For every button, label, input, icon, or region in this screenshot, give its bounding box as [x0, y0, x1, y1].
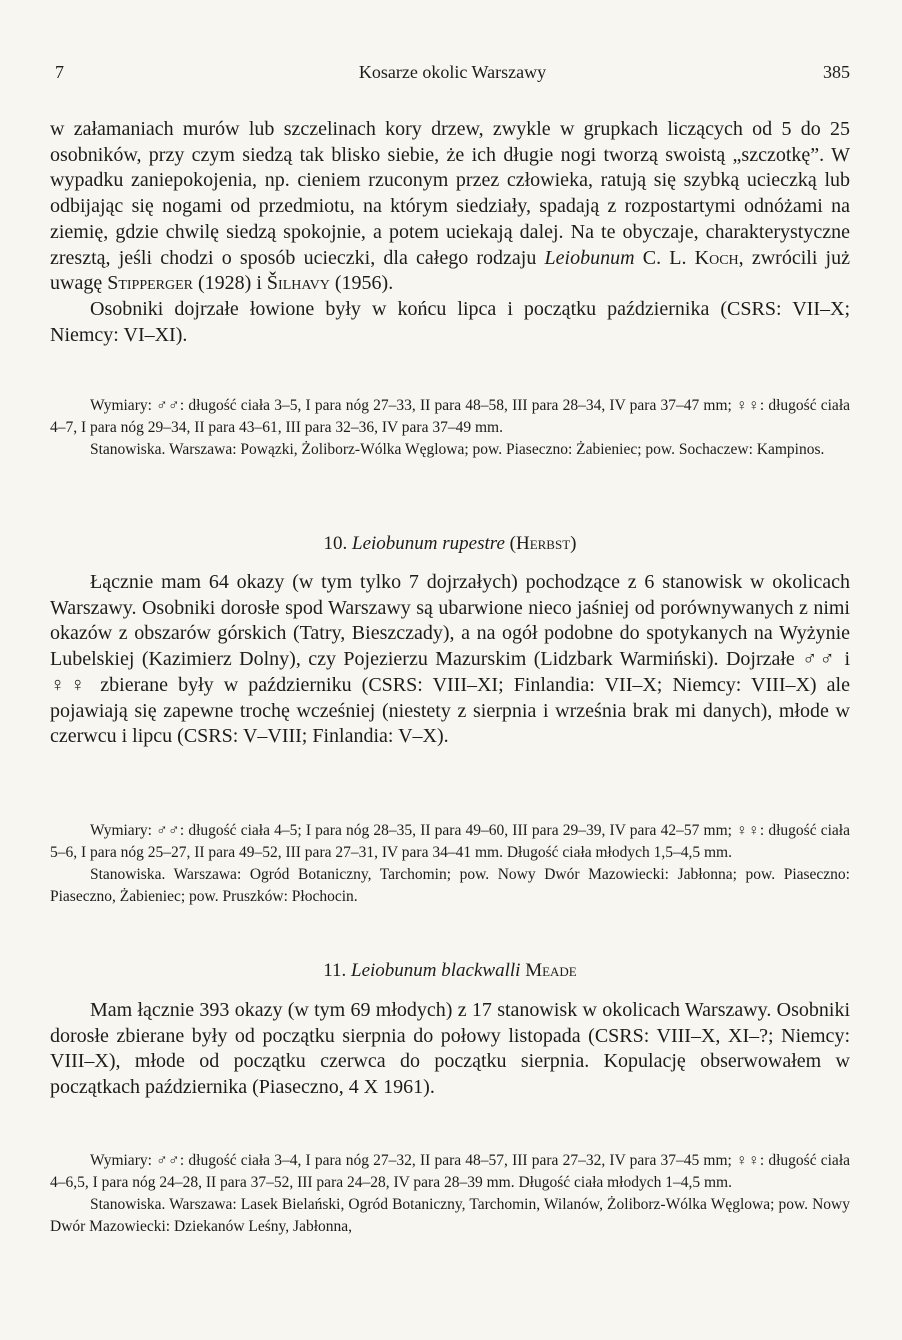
- running-title: Kosarze okolic Warszawy: [358, 62, 547, 82]
- localities: Stanowiska. Warszawa: Powązki, Żoliborz-Wólka Węglowa; pow. Piaseczno: Żabieniec; pow. Sochaczew: Kampinos.: [90, 441, 825, 458]
- localities: Stanowiska. Warszawa: Ogród Botaniczny, Tarchomin; pow. Nowy Dwór Mazowiecki: Jabłonna; pow. Piaseczno: Piaseczno, Żabieniec; pow. Pruszków: Płochocin.: [50, 866, 850, 905]
- measurements-block-10: [50, 820, 850, 908]
- measurements-block-9: [50, 395, 850, 461]
- page-number: 385: [823, 62, 850, 82]
- running-header: [55, 62, 850, 86]
- author-name: Šilhavy: [266, 272, 330, 295]
- measurements-block-11: [50, 1150, 850, 1238]
- species-heading-10: 10. Leiobunum rupestre (Herbst): [323, 533, 577, 554]
- chapter-number: 7: [55, 62, 64, 82]
- measurements: Wymiary: ♂♂: długość ciała 3–5, I para nóg 27–33, II para 48–58, III para 28–34, IV para 37–47 mm; ♀♀: długość ciała 4–7, I para nóg 29–34, II para 43–61, III para 32–36, IV para 37–49 mm.: [50, 397, 850, 436]
- species-heading-11: 11. Leiobunum blackwalli Meade: [323, 960, 577, 981]
- genus-name: Leiobunum: [544, 246, 635, 269]
- paragraph-rupestre: Łącznie mam 64 okazy (w tym tylko 7 dojrzałych) pochodzące z 6 stanowisk w okolicach Warszawy. Osobniki dorosłe spod Warszawy są ubarwione nieco jaśniej od porównywanych z nimi okazów z obszarów górskich (Tatry, Bieszczady), a na ogół podobne do spotykanych na Wyżynie Lubelskiej (Kazimierz Dolny), czy Pojezierzu Mazurskim (Lidzbark Warmiński). Dojrzałe ♂♂ i ♀♀ zbierane były w październiku (CSRS: VIII–XI; Finlandia: VII–X; Niemcy: VIII–X) ale pojawiają się zapewne trochę wcześniej (niestety z sierpnia i września brak mi danych), młode w czerwcu i lipcu (CSRS: V–VIII; Finlandia: V–X).: [50, 571, 850, 748]
- measurements: Wymiary: ♂♂: długość ciała 4–5; I para nóg 28–35, II para 49–60, III para 29–39, IV para 42–57 mm; ♀♀: długość ciała 5–6, I para nóg 25–27, II para 49–52, III para 27–31, IV para 34–41 mm. Długość ciała młodych 1,5–4,5 mm.: [50, 822, 850, 861]
- measurements: Wymiary: ♂♂: długość ciała 3–4, I para nóg 27–32, II para 48–57, III para 27–32, IV para 37–45 mm; ♀♀: długość ciała 4–6,5, I para nóg 24–28, II para 37–52, III para 24–28, IV para 28–39 mm. Długość ciała młodych 1–4,5 mm.: [50, 1152, 850, 1191]
- paragraph-maturity: Osobniki dojrzałe łowione były w końcu lipca i początku października (CSRS: VII–X; Niemcy: VI–XI).: [50, 297, 850, 346]
- paragraph-blackwalli: Mam łącznie 393 okazy (w tym 69 młodych) z 17 stanowisk w okolicach Warszawy. Osobniki dorosłe zbierane były od początku sierpnia do połowy listopada (CSRS: VIII–X, XI–?; Niemcy: VIII–X), młode od początku czerwca do początku sierpnia. Kopulację obserwowałem w początkach października (Piaseczno, 4 X 1961).: [50, 999, 850, 1099]
- author-name: Koch: [694, 246, 739, 269]
- author-name: Stipperger: [107, 272, 194, 295]
- localities: Stanowiska. Warszawa: Lasek Bielański, Ogród Botaniczny, Tarchomin, Wilanów, Żoliborz-Wólka Węglowa; pow. Nowy Dwór Mazowiecki: Dziekanów Leśny, Jabłonna,: [50, 1196, 850, 1235]
- paragraph-behaviour: w załamaniach murów lub szczelinach kory drzew, zwykle w grupkach liczących od 5 do 25 osobników, przy czym siedzą tak blisko siebie, że ich długie nogi tworzą swoistą „szczotkę”. W wypadku zaniepokojenia, np. cieniem rzuconym przez człowieka, ratują się szybką ucieczką lub odbijając się nogami od przedmiotu, na którym siedziały, spadają z rozpostartymi odnóżami na ziemię, gdzie chwilę siedzą spokojnie, a potem uciekają dalej. Na te obyczaje, charakterystyczne zresztą, jeśli chodzi o sposób ucieczki, dla całego rodzaju Leiobunum C. L. Koch, zwrócili już uwagę Stipperger (1928) i Šilhavy (1956). Osobniki dojrzałe łowione były w końcu lipca i początku października (CSRS: VII–X; Niemcy: VI–XI).: [50, 117, 850, 348]
